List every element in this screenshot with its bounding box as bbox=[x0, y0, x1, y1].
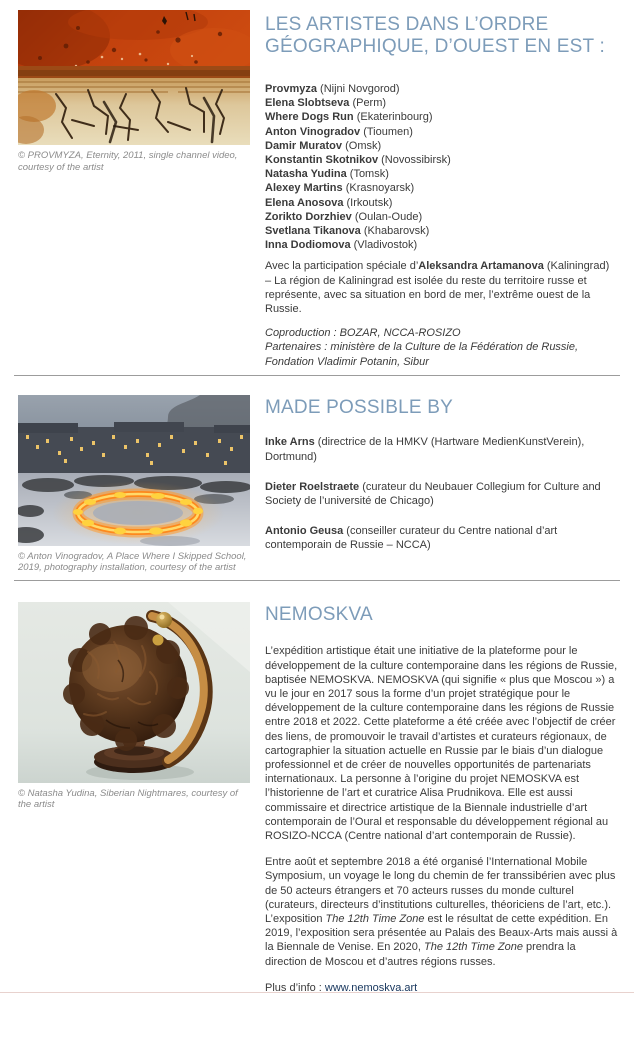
section-made-possible bbox=[18, 376, 618, 574]
artist-name: Anton Vinogradov bbox=[265, 125, 361, 138]
artist-city: (Novossibirsk) bbox=[381, 154, 451, 167]
artist-city: (Ekaterinbourg) bbox=[356, 111, 433, 124]
bottom-page-divider bbox=[0, 992, 634, 993]
artist-entry bbox=[265, 210, 618, 224]
artist-name: Natasha Yudina bbox=[265, 168, 347, 181]
person-name: Antonio Geusa bbox=[265, 525, 344, 538]
section-made-possible-text bbox=[265, 395, 618, 553]
artist-entry bbox=[265, 224, 618, 238]
apartment-blocks bbox=[18, 427, 250, 473]
nemoskva-paragraph-2: Entre août et septembre 2018 a été organisé l’International Mobile Symposium, un voyage le long du chemin de fer transsibérien avec plus de 50 acteurs étrangers et 70 acteurs russes du monde culturel (curateurs, directeurs d’institutions culturelles, théoriciens de l’art, etc.). L’exposition The 12th Time Zone est le résultat de cette expédition. En 2019, l’exposition sera présentée au Palais des Beaux-Arts mais aussi à la Biennale de Venise. En 2020, The 12th Time Zone prendra la direction de Moscou et d’autres régions russes. bbox=[265, 856, 618, 968]
person-role: (curateur du Neubauer Collegium for Culture and Society de l’université de Chicago) bbox=[265, 480, 601, 507]
artist-entry bbox=[265, 153, 618, 167]
section-made-possible-media bbox=[18, 395, 250, 574]
artist-city: (Perm) bbox=[352, 97, 387, 110]
artist-city: (Tioumen) bbox=[363, 125, 413, 138]
artwork-image-fur-globe bbox=[18, 602, 250, 783]
person-role: (conseiller curateur du Centre national d’art contemporain de Russie – NCCA) bbox=[265, 525, 558, 552]
participation-rest: (Kaliningrad) – La région de Kaliningrad est isolée du reste du territoire russe et représente, avec sa situation en bord de mer, l’extrême ouest de la Russie. bbox=[265, 260, 610, 316]
artist-name: Where Dogs Run bbox=[265, 111, 354, 124]
artist-name: Zorikto Dorzhiev bbox=[265, 210, 352, 223]
artist-city: (Oulan-Oude) bbox=[354, 210, 423, 223]
image-caption-fur-globe: © Natasha Yudina, Siberian Nightmares, courtesy of the artist bbox=[18, 787, 238, 811]
artwork-image-fire-circle bbox=[18, 395, 250, 546]
section-nemoskva bbox=[18, 581, 618, 995]
nemoskva-link[interactable]: www.nemoskva.art bbox=[324, 981, 418, 994]
section-nemoskva-media bbox=[18, 602, 250, 811]
eternity-photo-illustration bbox=[18, 10, 250, 145]
brass-finial bbox=[156, 612, 172, 628]
artist-city: (Vladivostok) bbox=[353, 239, 418, 252]
artwork-image-eternity bbox=[18, 10, 250, 145]
artist-city: (Tomsk) bbox=[349, 168, 389, 181]
artist-entry bbox=[265, 82, 618, 96]
artist-name: Alexey Martins bbox=[265, 182, 343, 195]
section-artists bbox=[18, 10, 618, 369]
nemoskva-paragraph-1: L’expédition artistique était une initiative de la plateforme pour le développement de la culture contemporaine dans les régions de Russie, baptisée NEMOSKVA. NEMOSKVA (qui signifie « plus que Moscou ») a vu le jour en 2017 sous la forme d’un projet stratégique pour le développement de la culture contemporaine dans les régions de Russie entre 2018 et 2022. Cette plateforme a été créée avec l’objectif de créer des liens, de promouvoir le travail d’artistes et curateurs régionaux, de cartographier la situation actuelle en Russie par le biais d’un dialogue professionnel et de créer de nouvelles opportunités de partenariats internationaux. La personne à l’origine du projet NEMOSKVA est l’historienne de l’art et curatrice Alisa Prudnikova. Elle est aussi commissaire et directrice artistique de la Biennale industrielle d’art contemporain de l’Oural et responsable du développement régional au ROSIZO-NCCA (Centre national d’art contemporain de Russie). bbox=[265, 645, 618, 842]
section-artists-text bbox=[265, 10, 618, 369]
artist-entry bbox=[265, 238, 618, 252]
artist-entry bbox=[265, 125, 618, 139]
fire-circle-photo-illustration bbox=[18, 395, 250, 546]
section-heading-nemoskva: NEMOSKVA bbox=[265, 603, 373, 625]
person-entry bbox=[265, 480, 618, 508]
artist-entry bbox=[265, 139, 618, 153]
artist-entry bbox=[265, 110, 618, 124]
artist-name: Inna Dodiomova bbox=[265, 239, 351, 252]
artist-name: Elena Anosova bbox=[265, 196, 344, 209]
artist-city: (Omsk) bbox=[345, 139, 382, 152]
image-caption-fire-circle: © Anton Vinogradov, A Place Where I Skipped School, 2019, photography installation, courtesy of the artist bbox=[18, 550, 247, 574]
person-role: (directrice de la HMKV (Hartware MedienKunstVerein), Dortmund) bbox=[265, 436, 585, 463]
artist-name: Konstantin Skotnikov bbox=[265, 154, 379, 167]
participation-prefix: Avec la participation spéciale d’ bbox=[265, 260, 419, 273]
artist-entry bbox=[265, 181, 618, 195]
artist-name: Damir Muratov bbox=[265, 139, 343, 152]
artist-entry bbox=[265, 167, 618, 181]
people-list bbox=[265, 435, 618, 552]
artist-name: Provmyza bbox=[265, 83, 317, 95]
more-info-label: Plus d’info : bbox=[265, 981, 325, 994]
section-nemoskva-text bbox=[265, 602, 618, 995]
person-entry bbox=[265, 435, 618, 463]
person-entry bbox=[265, 524, 618, 552]
coproduction-credits bbox=[265, 326, 618, 369]
artist-name: Elena Slobtseva bbox=[265, 97, 350, 110]
credit-partenaires: Partenaires : ministère de la Culture de la Fédération de Russie, Fondation Vladimir Potanin, Sibur bbox=[265, 341, 579, 368]
section-artists-media bbox=[18, 10, 250, 173]
section-heading-artists: LES ARTISTES DANS L’ORDRE GÉOGRAPHIQUE, D’OUEST EN EST : bbox=[265, 14, 605, 57]
person-name: Dieter Roelstraete bbox=[265, 480, 360, 493]
artist-city: (Khabarovsk) bbox=[363, 225, 430, 238]
fur-globe-photo-illustration bbox=[18, 602, 250, 783]
participation-artist-name: Aleksandra Artamanova bbox=[418, 260, 544, 273]
artist-list bbox=[265, 82, 618, 252]
artist-city: (Krasnoyarsk) bbox=[345, 182, 415, 195]
artist-entry bbox=[265, 96, 618, 110]
artist-city: (Irkoutsk) bbox=[346, 196, 393, 209]
credit-coproduction: Coproduction : BOZAR, NCCA-ROSIZO bbox=[265, 327, 461, 340]
section-heading-made-possible: MADE POSSIBLE BY bbox=[265, 396, 453, 418]
artist-entry bbox=[265, 196, 618, 210]
artist-name: Svetlana Tikanova bbox=[265, 225, 361, 238]
artist-city: (Nijni Novgorod) bbox=[320, 83, 400, 95]
image-caption-eternity: © PROVMYZA, Eternity, 2011, single channel video, courtesy of the artist bbox=[18, 150, 238, 173]
person-name: Inke Arns bbox=[265, 436, 315, 449]
participation-note bbox=[265, 259, 618, 316]
